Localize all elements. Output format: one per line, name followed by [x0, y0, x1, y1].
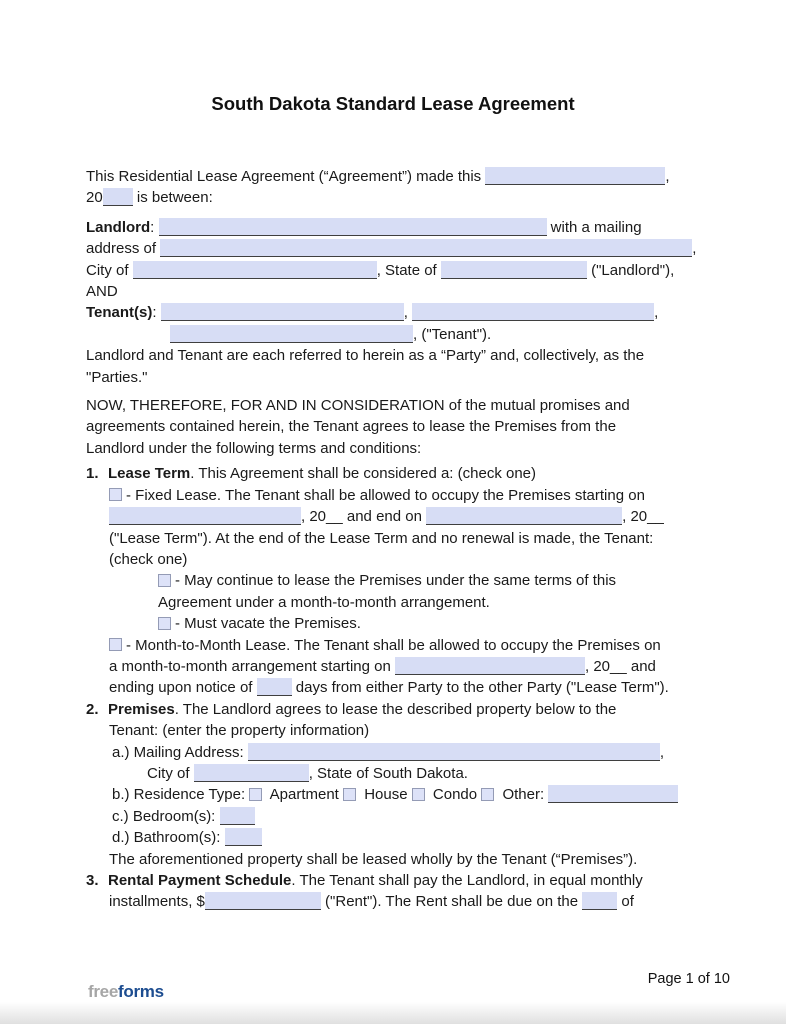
brand-free-text: free [88, 982, 118, 1001]
bedrooms-field[interactable] [220, 807, 255, 825]
rent-due-day-field[interactable] [582, 892, 617, 910]
rent-mid-text: ("Rent"). The Rent shall be due on the [320, 893, 583, 911]
brand-forms-text: forms [118, 982, 164, 1001]
month-to-month-checkbox[interactable] [109, 638, 122, 651]
may-continue-text: - May continue to lease the Premises under the same terms of this [175, 572, 617, 590]
landlord-line-3 [86, 260, 708, 281]
m2m-notice-days-field[interactable] [257, 678, 292, 696]
rent-line-2 [86, 891, 708, 912]
tenant-comma-1: , [403, 304, 413, 322]
now-therefore-paragraph [86, 395, 708, 459]
residence-other-field[interactable] [548, 785, 678, 803]
page-number: Page 1 of 10 [647, 971, 730, 987]
premises-heading-line [86, 699, 708, 720]
may-continue-line-2: Agreement under a month-to-month arrangement. [158, 593, 490, 611]
mailing-address-line [86, 742, 708, 763]
intro-paragraph [86, 166, 708, 209]
intro-line-1 [86, 166, 708, 187]
condo-label: Condo [428, 786, 482, 804]
other-checkbox[interactable] [481, 788, 494, 801]
fixed-tail-text: , 20__ [622, 508, 664, 526]
document-title: South Dakota Standard Lease Agreement [211, 93, 575, 114]
must-vacate-checkbox[interactable] [158, 617, 171, 630]
landlord-state-field[interactable] [441, 261, 587, 279]
m2m-year-text: , 20__ and [584, 657, 656, 675]
premises-city-label: City of [147, 764, 194, 782]
house-label: House [360, 786, 412, 804]
fixed-lease-line-1 [86, 485, 708, 506]
month-to-month-line-1 [86, 635, 708, 656]
bedrooms-label: c.) Bedroom(s): [112, 807, 220, 825]
tenant-2-name-field[interactable] [412, 303, 654, 321]
rent-post-text: of [617, 893, 634, 911]
landlord-line-1 [86, 217, 708, 238]
tenant-line-2 [86, 324, 708, 345]
bathrooms-line [86, 827, 708, 848]
lease-term-heading: Lease Term [108, 465, 191, 483]
with-mailing-text: with a mailing [546, 218, 642, 236]
m2m-notice-tail-text: days from either Party to the other Party ("Lease Term"). [291, 679, 669, 697]
city-of-text: City of [86, 261, 133, 279]
fixed-lease-text: - Fixed Lease. The Tenant shall be allowed to occupy the Premises starting on [126, 486, 645, 504]
landlord-line-2 [86, 238, 708, 259]
tenant-3-name-field[interactable] [170, 325, 413, 343]
condo-checkbox[interactable] [412, 788, 425, 801]
agreement-year-field[interactable] [103, 188, 133, 206]
address-of-text: address of [86, 240, 161, 258]
tenant-label: Tenant(s) [86, 304, 153, 322]
apartment-label: Apartment [266, 786, 344, 804]
other-label: Other: [498, 786, 549, 804]
now-line-1: NOW, THEREFORE, FOR AND IN CONSIDERATION of the mutual promises and [86, 397, 630, 415]
premises-city-line [86, 763, 708, 784]
fixed-lease-dates-line [86, 506, 708, 527]
m2m-starting-text: a month-to-month arrangement starting on [109, 657, 395, 675]
rent-heading-rest: . The Tenant shall pay the Landlord, in equal monthly [291, 872, 643, 889]
landlord-city-field[interactable] [133, 261, 377, 279]
may-continue-line-1 [86, 570, 708, 591]
rent-heading: Rental Payment Schedule [108, 872, 292, 889]
mailing-address-comma: , [659, 743, 665, 761]
item-2-number: 2. [86, 700, 99, 718]
referred-paragraph [86, 345, 708, 388]
must-vacate-text: - Must vacate the Premises. [175, 615, 361, 633]
now-line-2: agreements contained herein, the Tenant agrees to lease the Premises from the [86, 418, 617, 436]
fixed-lease-line-4: (check one) [109, 550, 188, 568]
intro-comma: , [665, 168, 670, 185]
lease-start-date-field[interactable] [109, 507, 301, 525]
house-checkbox[interactable] [343, 788, 356, 801]
premises-mailing-address-field[interactable] [248, 743, 660, 761]
premises-city-field[interactable] [194, 764, 309, 782]
residence-type-label: b.) Residence Type: [112, 786, 250, 804]
state-of-text: , State of [376, 261, 441, 279]
premises-line-2: Tenant: (enter the property information) [109, 722, 370, 740]
item-3-number: 3. [86, 872, 99, 889]
tenant-1-name-field[interactable] [161, 303, 404, 321]
bathrooms-field[interactable] [225, 828, 262, 846]
state-sd-text: , State of South Dakota. [308, 764, 468, 782]
item-1-number: 1. [86, 465, 99, 483]
lease-term-heading-rest: . This Agreement shall be considered a: (check one) [190, 465, 537, 483]
referred-line-2: "Parties." [86, 368, 148, 386]
landlord-name-field[interactable] [159, 218, 547, 236]
month-to-month-line-2 [86, 656, 708, 677]
mailing-address-label: a.) Mailing Address: [112, 743, 248, 761]
rent-amount-field[interactable] [205, 892, 321, 910]
lease-end-date-field[interactable] [426, 507, 622, 525]
and-line [86, 281, 708, 302]
installments-text: installments, $ [109, 893, 205, 911]
fixed-lease-checkbox[interactable] [109, 488, 122, 501]
referred-line-1: Landlord and Tenant are each referred to herein as a “Party” and, collectively, as the [86, 347, 645, 365]
tenant-colon: : [152, 304, 161, 322]
residence-type-line [86, 784, 708, 805]
now-line-3: Landlord under the following terms and conditions: [86, 439, 422, 457]
premises-tail-line: The aforementioned property shall be leased wholly by the Tenant (“Premises”). [109, 850, 638, 868]
fixed-lease-line-3: ("Lease Term"). At the end of the Lease Term and no renewal is made, the Tenant: [109, 529, 654, 547]
may-continue-checkbox[interactable] [158, 574, 171, 587]
must-vacate-line [86, 613, 708, 634]
terms-list [86, 463, 708, 913]
rent-heading-line [86, 870, 708, 891]
freeforms-logo [88, 982, 164, 1002]
address-comma: , [692, 240, 697, 258]
apartment-checkbox[interactable] [249, 788, 262, 801]
lease-term-heading-line [86, 463, 708, 484]
landlord-ref-text: ("Landlord"), [586, 261, 675, 279]
and-text: AND [86, 283, 118, 301]
is-between-text: is between: [132, 189, 213, 207]
premises-heading-rest: . The Landlord agrees to lease the described property below to the [174, 700, 617, 718]
m2m-notice-text: ending upon notice of [109, 679, 257, 697]
fixed-mid-text: , 20__ and end on [301, 508, 427, 526]
tenant-line-1 [86, 302, 708, 323]
landlord-address-field[interactable] [160, 239, 692, 257]
bathrooms-label: d.) Bathroom(s): [112, 829, 225, 847]
month-to-month-text: - Month-to-Month Lease. The Tenant shall be allowed to occupy the Premises on [126, 636, 661, 654]
intro-text: This Residential Lease Agreement (“Agreement”) made this [86, 168, 486, 185]
premises-heading: Premises [108, 700, 175, 718]
bedrooms-line [86, 806, 708, 827]
year-prefix: 20 [86, 189, 103, 207]
m2m-start-date-field[interactable] [395, 657, 585, 675]
intro-line-2 [86, 187, 708, 208]
tenant-ref-text: , ("Tenant"). [413, 325, 492, 343]
landlord-label: Landlord [86, 218, 151, 236]
tenant-comma-2: , [654, 304, 659, 322]
page-bottom-shadow [0, 1002, 786, 1024]
month-to-month-line-3 [86, 677, 708, 698]
parties-block [86, 217, 708, 345]
agreement-date-field[interactable] [485, 167, 665, 185]
document-content [86, 166, 708, 913]
landlord-colon: : [150, 218, 159, 236]
